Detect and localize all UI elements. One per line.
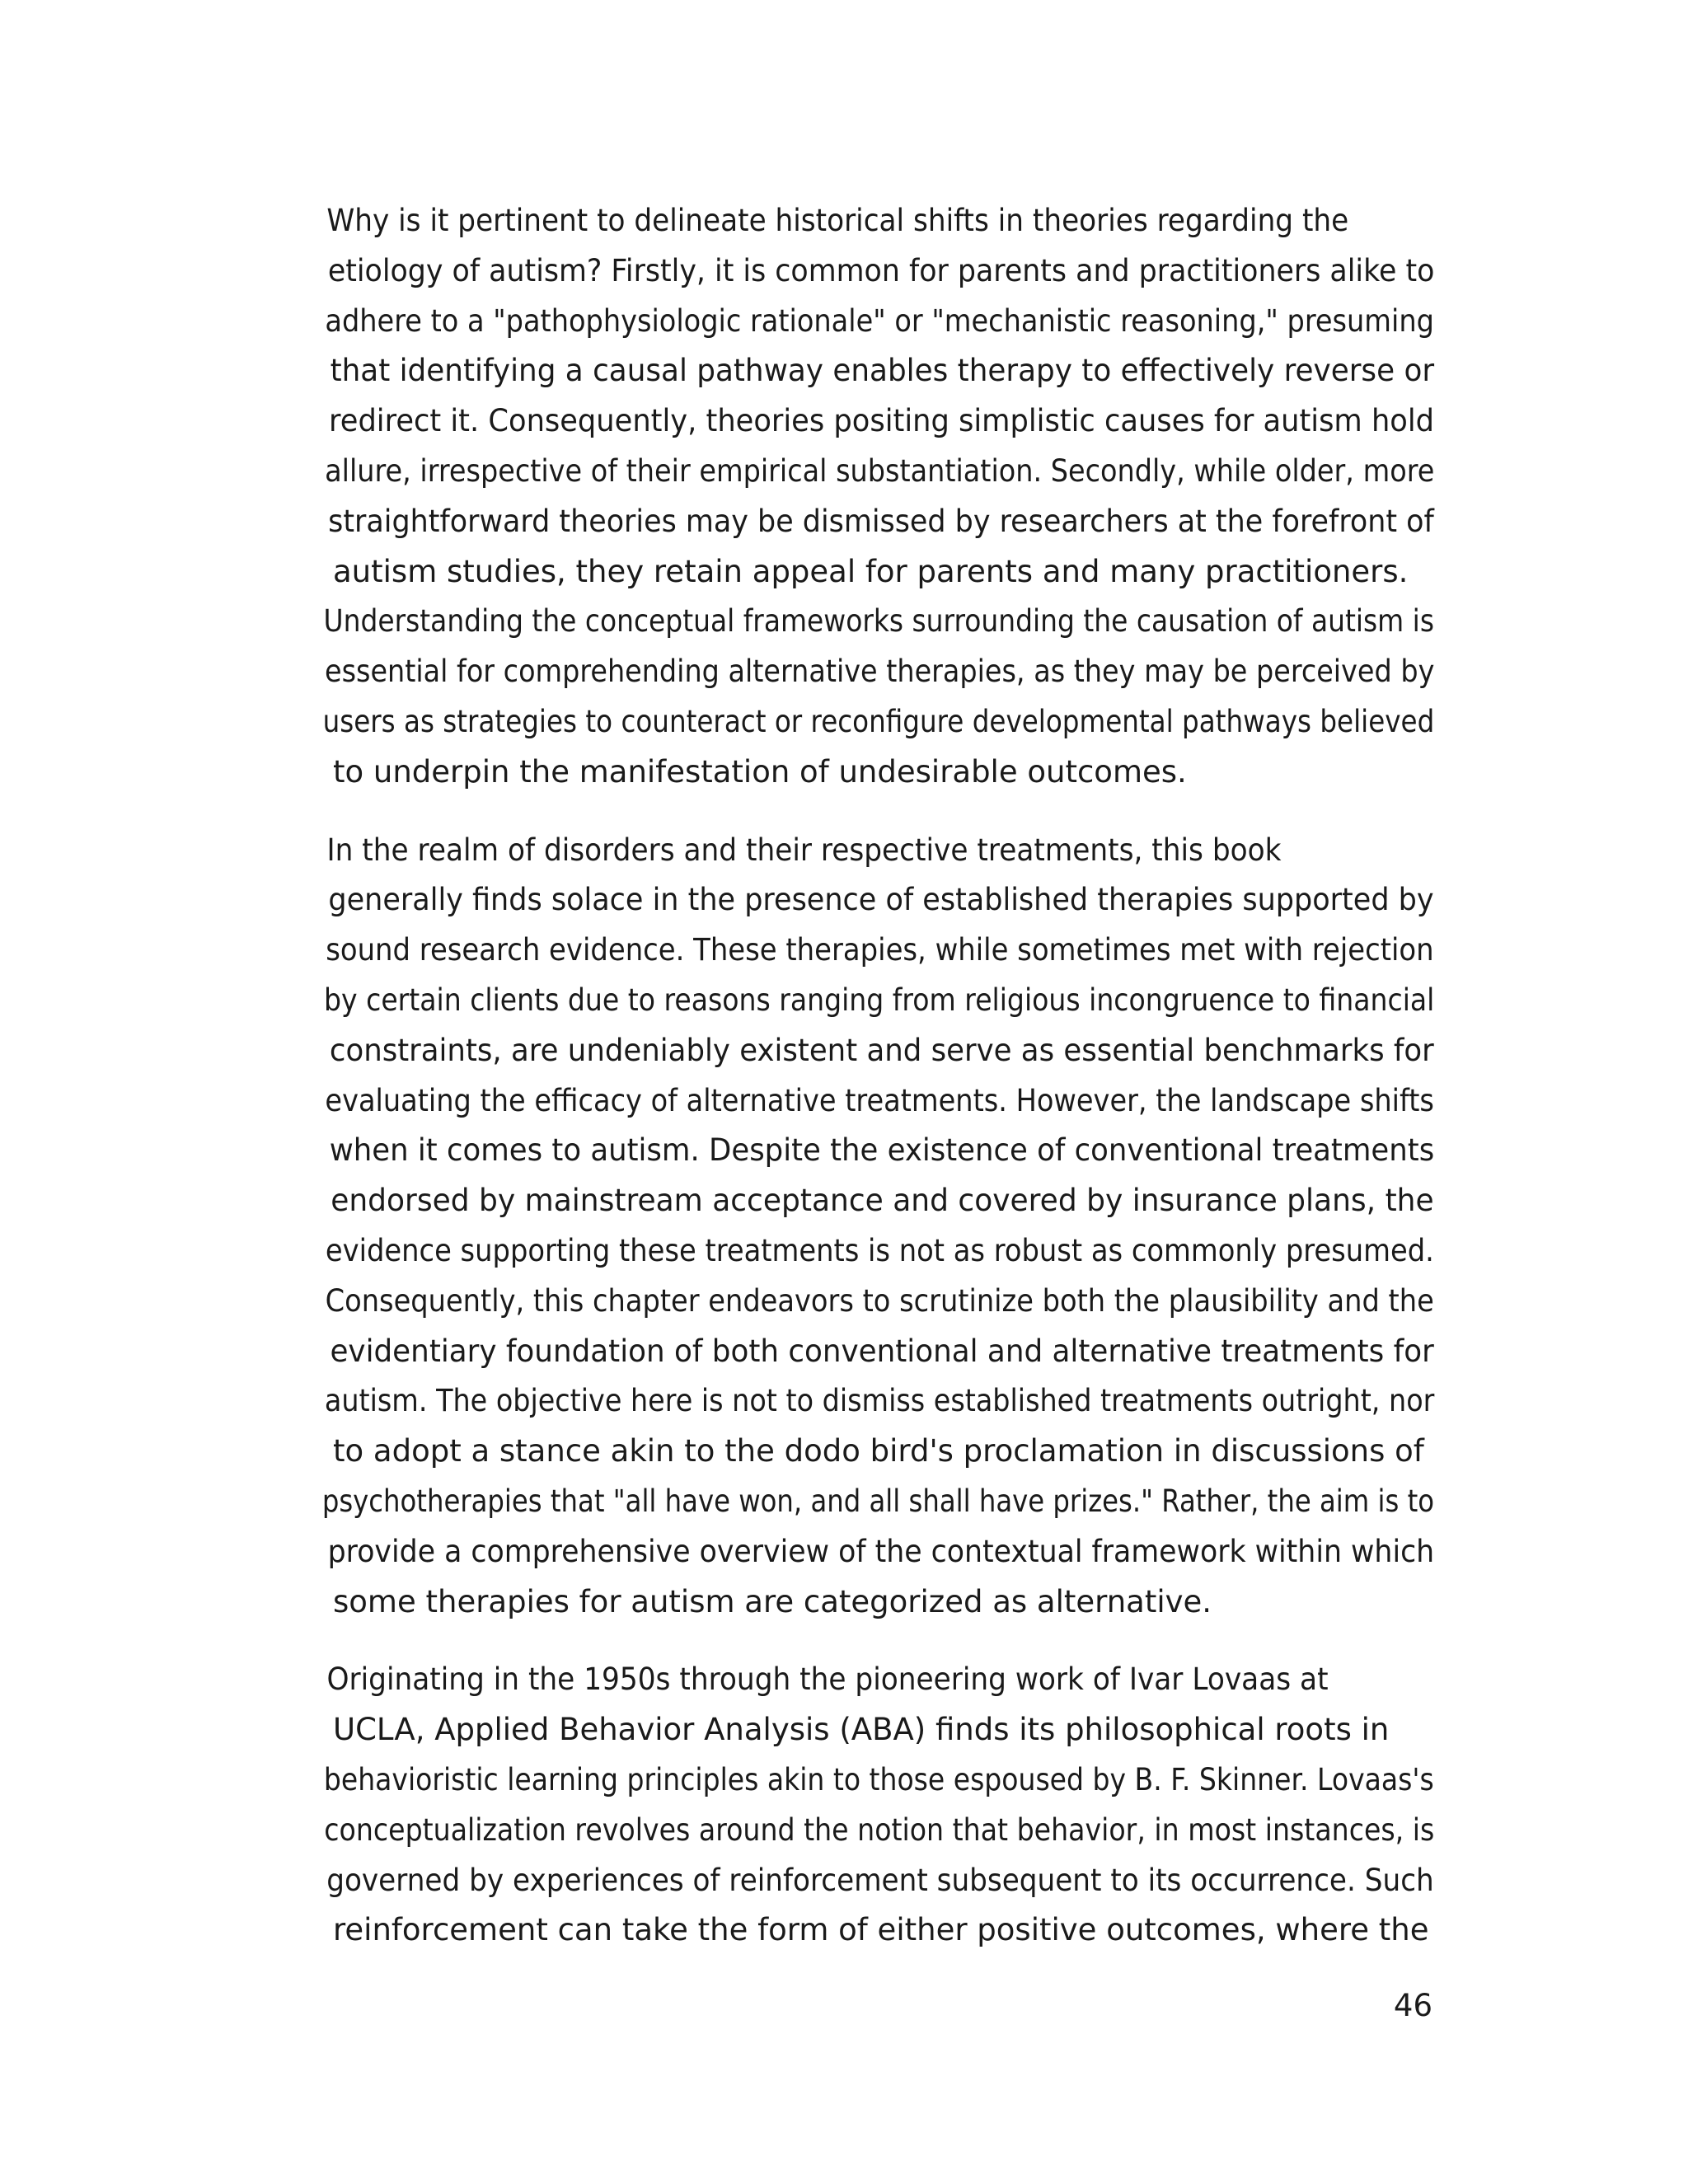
text-line: provide a comprehensive overview of the contextual framework within which [327,1533,1435,1569]
text-line: straightforward theories may be dismissed by researchers at the forefront of [328,503,1434,539]
text-line: etiology of autism? Firstly, it is common for parents and practitioners alike to [327,252,1435,288]
paragraph-1 [247,196,1434,798]
text-line: constraints, are undeniably existent and serve as essential benchmarks for [329,1032,1434,1068]
paragraph-2 [247,826,1434,1628]
text-line: to adopt a stance akin to the dodo bird's proclamation in discussions of [333,1433,1424,1469]
text-line: by certain clients due to reasons ranging from religious incongruence to financial [324,982,1435,1018]
text-line: when it comes to autism. Despite the existence of conventional treatments [329,1132,1435,1169]
text-line: essential for comprehending alternative therapies, as they may be perceived by [325,654,1435,690]
text-line: endorsed by mainstream acceptance and covered by insurance plans, the [331,1183,1434,1219]
text-line: allure, irrespective of their empirical substantiation. Secondly, while older, more [325,452,1435,489]
text-line: behavioristic learning principles akin to those espoused by B. F. Skinner. Lovaas's [323,1761,1434,1797]
text-line: UCLA, Applied Behavior Analysis (ABA) finds its philosophical roots in [333,1712,1390,1748]
text-line: evidentiary foundation of both conventional and alternative treatments for [330,1333,1434,1369]
text-line: Originating in the 1950s through the pioneering work of Ivar Lovaas at [326,1661,1329,1698]
text-line: autism. The objective here is not to dismiss established treatments outright, nor [324,1383,1435,1419]
text-line: sound research evidence. These therapies, while sometimes met with rejection [326,932,1434,968]
text-line: some therapies for autism are categorized as alternative. [333,1583,1212,1619]
text-line: to underpin the manifestation of undesirable outcomes. [333,753,1187,790]
text-line: governed by experiences of reinforcement subsequent to its occurrence. Such [326,1862,1434,1898]
text-line: generally finds solace in the presence of established therapies supported by [328,882,1434,918]
text-line: evaluating the efficacy of alternative treatments. However, the landscape shifts [325,1082,1434,1118]
text-line: conceptualization revolves around the notion that behavior, in most instances, is [324,1811,1435,1848]
text-line: reinforcement can take the form of either positive outcomes, where the [333,1912,1429,1948]
text-line: Consequently, this chapter endeavors to scrutinize both the plausibility and the [325,1282,1434,1319]
text-line: users as strategies to counteract or reconfigure developmental pathways believed [322,703,1435,739]
text-line: Why is it pertinent to delineate historical shifts in theories regarding the [326,203,1349,238]
body-text [247,196,1434,1984]
text-line: evidence supporting these treatments is not as robust as commonly presumed. [325,1232,1434,1268]
text-line: psychotherapies that "all have won, and all shall have prizes." Rather, the aim is to [321,1483,1435,1519]
page-number: 46 [1393,1988,1432,2023]
text-line: In the realm of disorders and their respective treatments, this book [326,832,1282,868]
text-line: adhere to a "pathophysiologic rationale" or "mechanistic reasoning," presuming [325,302,1434,339]
text-line: that identifying a causal pathway enables therapy to effectively reverse or [330,353,1435,389]
paragraph-3 [247,1655,1434,1956]
text-line: Understanding the conceptual frameworks surrounding the causation of autism is [323,603,1434,640]
text-line: autism studies, they retain appeal for parents and many practitioners. [333,553,1409,589]
text-line: redirect it. Consequently, theories positing simplistic causes for autism hold [329,403,1435,439]
